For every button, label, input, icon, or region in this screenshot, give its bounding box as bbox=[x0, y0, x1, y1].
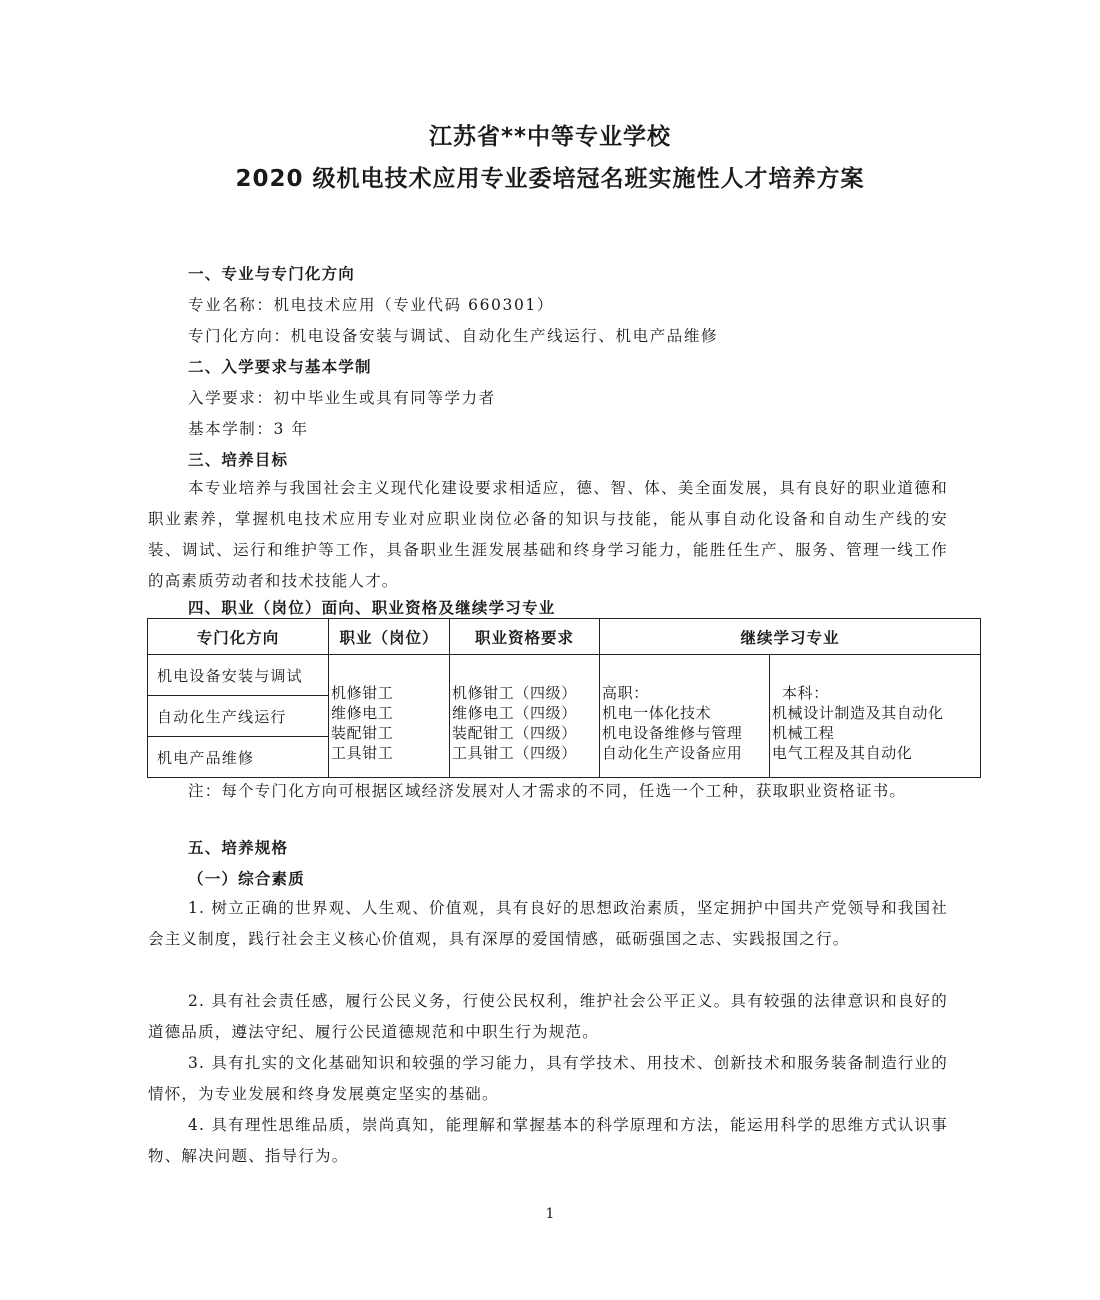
direction-cell: 机电设备安装与调试 bbox=[148, 655, 329, 696]
header-certification: 职业资格要求 bbox=[450, 619, 600, 655]
quality-item: 1. 树立正确的世界观、人生观、价值观，具有良好的思想政治素质，坚定拥护中国共产党领导和我国社会主义制度，践行社会主义核心价值观，具有深厚的爱国情感，砥砺强国之志、实践报国之行。 bbox=[148, 899, 948, 948]
job-item: 维修电工 bbox=[331, 704, 394, 722]
header-job: 职业（岗位） bbox=[329, 619, 450, 655]
quality-item: 4. 具有理性思维品质，崇尚真知，能理解和掌握基本的科学原理和方法，能运用科学的思维方式认识事物、解决问题、指导行为。 bbox=[148, 1116, 948, 1165]
page-number: 1 bbox=[545, 1206, 555, 1222]
major-name: 专业名称：机电技术应用（专业代码 660301） bbox=[188, 296, 554, 314]
quality-item: 2. 具有社会责任感，履行公民义务，行使公民权利，维护社会公平正义。具有较强的法律意识和良好的道德品质，遵法守纪、履行公民道德规范和中职生行为规范。 bbox=[148, 992, 948, 1041]
document-subtitle: 2020 级机电技术应用专业委培冠名班实施性人才培养方案 bbox=[235, 166, 865, 192]
section-1-heading: 一、专业与专门化方向 bbox=[188, 265, 356, 283]
cert-item: 工具钳工（四级） bbox=[452, 744, 577, 762]
section-2-heading: 二、入学要求与基本学制 bbox=[188, 358, 372, 376]
higher-voc-item: 自动化生产设备应用 bbox=[602, 744, 743, 762]
undergrad-item: 机械工程 bbox=[772, 724, 835, 742]
career-table bbox=[147, 618, 981, 778]
header-further-study: 继续学习专业 bbox=[600, 619, 981, 655]
cert-item: 装配钳工（四级） bbox=[452, 724, 577, 742]
admission-requirement: 入学要求：初中毕业生或具有同等学力者 bbox=[188, 389, 496, 407]
specialization-direction: 专门化方向：机电设备安装与调试、自动化生产线运行、机电产品维修 bbox=[188, 327, 719, 345]
document-title: 江苏省**中等专业学校 bbox=[428, 124, 672, 150]
job-item: 机修钳工 bbox=[331, 684, 394, 702]
undergrad-item: 电气工程及其自动化 bbox=[772, 744, 913, 762]
section-5-heading: 五、培养规格 bbox=[188, 839, 289, 857]
higher-voc-item: 机电一体化技术 bbox=[602, 704, 712, 722]
direction-cell: 自动化生产线运行 bbox=[148, 696, 329, 737]
study-duration: 基本学制：3 年 bbox=[188, 420, 309, 438]
certs-cell bbox=[450, 655, 600, 778]
higher-voc-item: 高职： bbox=[602, 684, 649, 702]
undergraduate-cell bbox=[770, 655, 981, 778]
section-4-heading: 四、职业（岗位）面向、职业资格及继续学习专业 bbox=[188, 599, 556, 617]
undergrad-item: 机械设计制造及其自动化 bbox=[772, 704, 944, 722]
job-item: 工具钳工 bbox=[331, 744, 394, 762]
job-item: 装配钳工 bbox=[331, 724, 394, 742]
header-direction: 专门化方向 bbox=[148, 619, 329, 655]
direction-cell: 机电产品维修 bbox=[148, 737, 329, 778]
higher-voc-item: 机电设备维修与管理 bbox=[602, 724, 743, 742]
subsection-heading: （一）综合素质 bbox=[188, 870, 305, 888]
undergrad-item: 本科： bbox=[782, 684, 829, 702]
training-objective-text: 本专业培养与我国社会主义现代化建设要求相适应，德、智、体、美全面发展，具有良好的职业道德和职业素养，掌握机电技术应用专业对应职业岗位必备的知识与技能，能从事自动化设备和自动生产线的安装、调试、运行和维护等工作，具备职业生涯发展基础和终身学习能力，能胜任生产、服务、管理一线工作的高素质劳动者和技术技能人才。 bbox=[148, 479, 948, 590]
table-note: 注：每个专门化方向可根据区域经济发展对人才需求的不同，任选一个工种，获取职业资格证书。 bbox=[188, 782, 907, 800]
cert-item: 维修电工（四级） bbox=[452, 704, 577, 722]
cert-item: 机修钳工（四级） bbox=[452, 684, 577, 702]
higher-vocational-cell bbox=[600, 655, 770, 778]
jobs-cell bbox=[329, 655, 450, 778]
section-3-heading: 三、培养目标 bbox=[188, 451, 289, 469]
quality-item: 3. 具有扎实的文化基础知识和较强的学习能力，具有学技术、用技术、创新技术和服务装备制造行业的情怀，为专业发展和终身发展奠定坚实的基础。 bbox=[148, 1054, 948, 1103]
